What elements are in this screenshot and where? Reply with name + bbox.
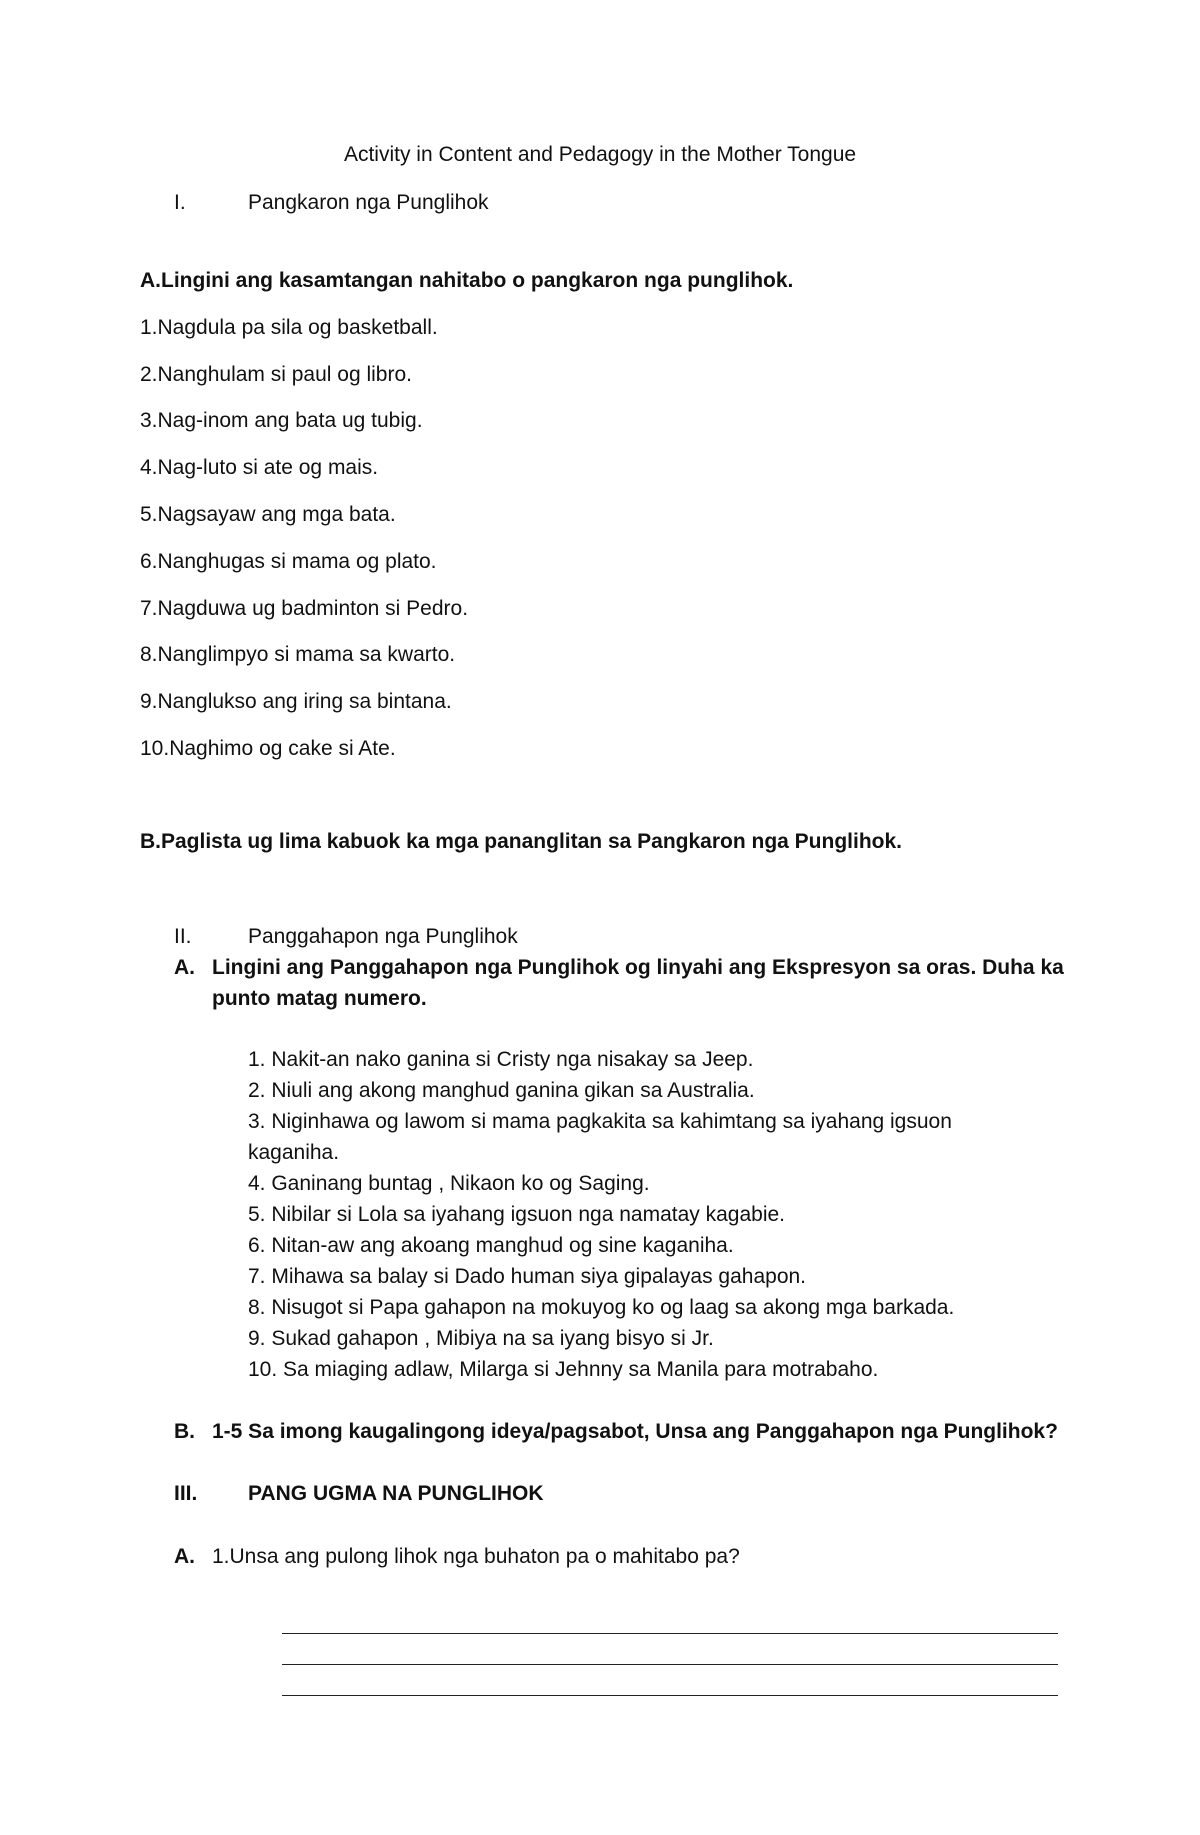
answer-line[interactable]	[282, 1695, 1058, 1696]
section-2-numeral: II.	[174, 925, 192, 948]
section-2-part-a-instruction: Lingini ang Panggahapon nga Punglihok og linyahi ang Ekspresyon sa oras. Duha ka	[212, 956, 1064, 979]
section-1-heading: Pangkaron nga Punglihok	[248, 191, 489, 214]
section-1-part-b-instruction: B.Paglista ug lima kabuok ka mga pananglitan sa Pangkaron nga Punglihok.	[140, 830, 902, 853]
list-item: 4.Nag-luto si ate og mais.	[140, 456, 379, 479]
section-1-numeral: I.	[174, 191, 186, 214]
list-item: 1. Nakit-an nako ganina si Cristy nga nisakay sa Jeep.	[248, 1048, 754, 1071]
section-2-part-a-instruction-cont: punto matag numero.	[212, 987, 427, 1010]
section-2-heading: Panggahapon nga Punglihok	[248, 925, 518, 948]
section-3-heading: PANG UGMA NA PUNGLIHOK	[248, 1482, 544, 1505]
list-item: 8. Nisugot si Papa gahapon na mokuyog ko og laag sa akong mga barkada.	[248, 1296, 955, 1319]
answer-line[interactable]	[282, 1633, 1058, 1634]
list-item: 3.Nag-inom ang bata ug tubig.	[140, 409, 423, 432]
list-item: 6. Nitan-aw ang akoang manghud og sine kaganiha.	[248, 1234, 734, 1257]
list-item: 10.Naghimo og cake si Ate.	[140, 737, 396, 760]
list-item: 5.Nagsayaw ang mga bata.	[140, 503, 396, 526]
list-item: 8.Nanglimpyo si mama sa kwarto.	[140, 643, 456, 666]
section-1-part-a-instruction: A.Lingini ang kasamtangan nahitabo o pangkaron nga punglihok.	[140, 269, 794, 292]
section-3-part-a-letter: A.	[174, 1545, 195, 1568]
answer-line[interactable]	[282, 1664, 1058, 1665]
section-2-part-b-letter: B.	[174, 1420, 195, 1443]
list-item: 5. Nibilar si Lola sa iyahang igsuon nga namatay kagabie.	[248, 1203, 786, 1226]
list-item: 3. Niginhawa og lawom si mama pagkakita sa kahimtang sa iyahang igsuon	[248, 1110, 952, 1133]
list-item: 7.Nagduwa ug badminton si Pedro.	[140, 597, 469, 620]
section-2-part-a-letter: A.	[174, 956, 195, 979]
section-2-part-b-instruction: 1-5 Sa imong kaugalingong ideya/pagsabot, Unsa ang Panggahapon nga Punglihok?	[212, 1420, 1058, 1443]
list-item: 10. Sa miaging adlaw, Milarga si Jehnny sa Manila para motrabaho.	[248, 1358, 879, 1381]
list-item: 4. Ganinang buntag , Nikaon ko og Saging.	[248, 1172, 650, 1195]
list-item: 6.Nanghugas si mama og plato.	[140, 550, 437, 573]
list-item: kaganiha.	[248, 1141, 340, 1164]
list-item: 1.Nagdula pa sila og basketball.	[140, 316, 438, 339]
list-item: 9.Nanglukso ang iring sa bintana.	[140, 690, 452, 713]
list-item: 2. Niuli ang akong manghud ganina gikan sa Australia.	[248, 1079, 755, 1102]
list-item: 2.Nanghulam si paul og libro.	[140, 363, 412, 386]
section-3-numeral: III.	[174, 1482, 198, 1505]
section-3-question: 1.Unsa ang pulong lihok nga buhaton pa o mahitabo pa?	[212, 1545, 740, 1568]
list-item: 7. Mihawa sa balay si Dado human siya gipalayas gahapon.	[248, 1265, 807, 1288]
document-title: Activity in Content and Pedagogy in the Mother Tongue	[343, 143, 857, 166]
list-item: 9. Sukad gahapon , Mibiya na sa iyang bisyo si Jr.	[248, 1327, 714, 1350]
